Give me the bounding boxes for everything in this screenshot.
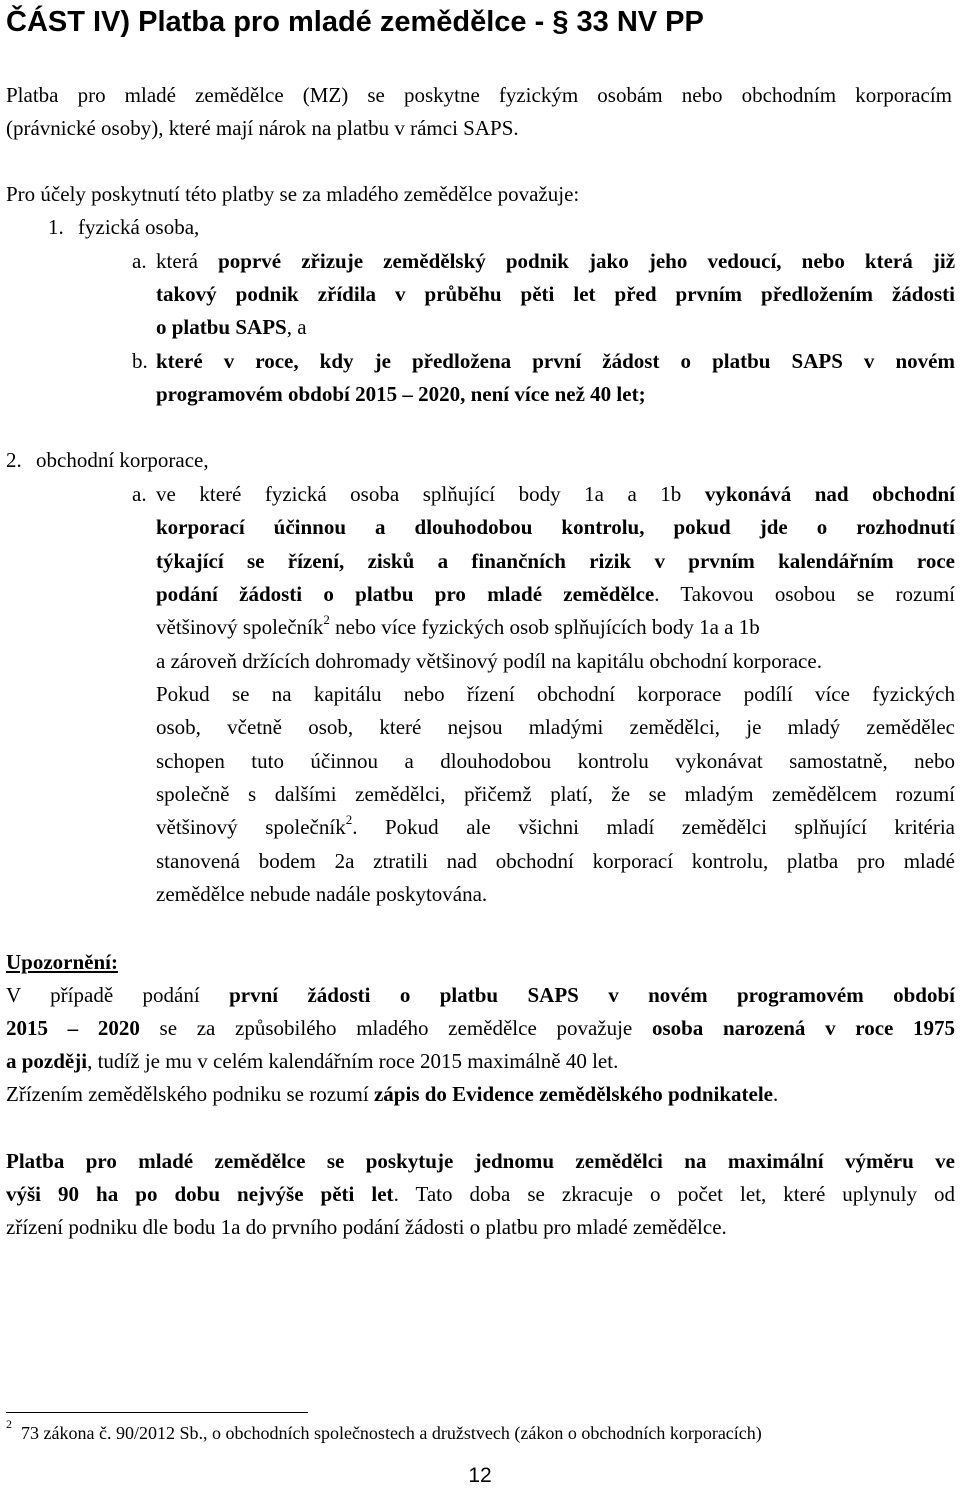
item-2a-line-9: schopen tuto účinnou a dlouhodobou kontrolu vykonávat samostatně, nebo bbox=[156, 749, 955, 773]
item-1b-line-2: programovém období 2015 – 2020, není více než 40 let; bbox=[156, 382, 646, 406]
limit-text: . Tato doba se zkracuje o počet let, které uplynuly od bbox=[393, 1182, 955, 1206]
intro-line-2: (právnické osoby), které mají nárok na platbu v rámci SAPS. bbox=[6, 116, 519, 140]
item-2-text: obchodní korporace, bbox=[36, 448, 209, 472]
warning-birth-year: osoba narozená v roce 1975 bbox=[651, 1016, 956, 1040]
item-2a-bold-1: vykonává nad obchodní bbox=[704, 482, 956, 506]
item-2a-text-3: většinový společník bbox=[156, 615, 324, 639]
warning-period: 2015 – 2020 bbox=[6, 1016, 140, 1040]
item-2a-text-10: většinový společník bbox=[156, 815, 346, 839]
footnote-mark: 2 bbox=[6, 1417, 12, 1431]
item-1a-label: a. bbox=[132, 249, 147, 273]
item-1a-line-2: takový podnik zřídila v průběhu pěti let před prvním předložením žádosti bbox=[156, 282, 955, 306]
item-2a-line-11 bbox=[156, 811, 955, 844]
warning-text-4: Zřízením zemědělského podniku se rozumí bbox=[6, 1082, 369, 1106]
item-2-label: 2. bbox=[6, 448, 22, 472]
item-2a-line-6: a zároveň držících dohromady většinový podíl na kapitálu obchodní korporace. bbox=[156, 649, 822, 673]
item-2a-label: a. bbox=[132, 482, 147, 506]
item-2a-line-4 bbox=[156, 578, 955, 611]
warning-line-3 bbox=[6, 1045, 955, 1078]
item-2a-line-1 bbox=[156, 478, 955, 511]
footnote-law: 73 zákona č. 90/2012 Sb. bbox=[21, 1423, 203, 1443]
footnote-ref-2: 2 bbox=[345, 812, 353, 827]
warning-later: a později bbox=[6, 1049, 88, 1073]
warning-line-2 bbox=[6, 1012, 955, 1045]
warning-bold-1: první žádosti o platbu SAPS v novém programovém období bbox=[229, 983, 955, 1007]
item-1-text: fyzická osoba, bbox=[78, 215, 200, 239]
item-1b-label: b. bbox=[132, 349, 148, 373]
limit-bold: výši 90 ha po dobu nejvýše pěti let bbox=[6, 1182, 394, 1206]
item-1a-line-1 bbox=[156, 245, 955, 278]
item-2a-line-10: společně s dalšími zemědělci, přičemž platí, že se mladým zemědělcem rozumí bbox=[156, 782, 955, 806]
item-1a-text-normal: která bbox=[156, 249, 198, 273]
purpose-sentence: Pro účely poskytnutí této platby se za mladého zemědělce považuje: bbox=[6, 182, 580, 206]
footnote-text: , o obchodních společnostech a družstvech (zákon o obchodních korporacích) bbox=[202, 1423, 762, 1443]
item-1-label: 1. bbox=[48, 215, 64, 239]
warning-heading: Upozornění: bbox=[6, 950, 118, 974]
item-2a-bold-4: podání žádosti o platbu pro mladé zemědělce bbox=[156, 582, 655, 606]
warning-text-1: V případě podání bbox=[6, 983, 200, 1007]
warning-evidence: zápis do Evidence zemědělského podnikatele bbox=[373, 1082, 773, 1106]
item-2a-line-8: osob, včetně osob, které nejsou mladými zemědělci, je mladý zemědělec bbox=[156, 715, 955, 739]
limit-line-1: Platba pro mladé zemědělce se poskytuje jednomu zemědělci na maximální výměru ve bbox=[6, 1149, 955, 1173]
item-1a-line-3 bbox=[156, 311, 955, 344]
limit-line-3: zřízení podniku dle bodu 1a do prvního podání žádosti o platbu pro mladé zemědělce. bbox=[6, 1215, 727, 1239]
item-2a-line-12: stanovená bodem 2a ztratili nad obchodní korporací kontrolu, platba pro mladé bbox=[156, 849, 955, 873]
footnote-separator bbox=[6, 1412, 308, 1413]
item-2a-line-13: zemědělce nebude nadále poskytována. bbox=[156, 882, 488, 906]
item-1b-line-1: které v roce, kdy je předložena první žádost o platbu SAPS v novém bbox=[156, 349, 955, 373]
warning-text-2: se za způsobilého mladého zemědělce považuje bbox=[159, 1016, 633, 1040]
item-1a-end: , a bbox=[286, 315, 307, 339]
footnote bbox=[6, 1417, 762, 1446]
warning-text-3: , tudíž je mu v celém kalendářním roce 2015 maximálně 40 let. bbox=[87, 1049, 619, 1073]
item-2a-text-4: nebo více fyzických osob splňujících body 1a a 1b bbox=[335, 615, 760, 639]
item-2a-text-1: ve které fyzická osoba splňující body 1a a 1b bbox=[156, 482, 682, 506]
footnote-ref-1: 2 bbox=[323, 612, 330, 627]
item-1a-text-bold: poprvé zřizuje zemědělský podnik jako jeho vedoucí, nebo která již bbox=[218, 249, 956, 273]
warning-end: . bbox=[773, 1082, 779, 1106]
item-1a-saps: o platbu SAPS bbox=[156, 315, 287, 339]
intro-line-1: Platba pro mladé zemědělce (MZ) se poskytne fyzickým osobám nebo obchodním korporacím bbox=[6, 83, 952, 107]
item-2a-line-3: týkající se řízení, zisků a finančních rizik v prvním kalendářním roce bbox=[156, 549, 955, 573]
page-number: 12 bbox=[468, 1464, 492, 1487]
item-2a-line-2: korporací účinnou a dlouhodobou kontrolu, pokud jde o rozhodnutí bbox=[156, 515, 955, 539]
warning-line-1 bbox=[6, 979, 955, 1012]
item-2a-line-5 bbox=[156, 611, 955, 644]
limit-line-2 bbox=[6, 1178, 955, 1211]
item-2a-text-2: . Takovou osobou se rozumí bbox=[654, 582, 956, 606]
warning-line-4 bbox=[6, 1078, 955, 1111]
page-title: ČÁST IV) Platba pro mladé zemědělce - § 33 NV PP bbox=[6, 6, 704, 38]
item-2a-line-7: Pokud se na kapitálu nebo řízení obchodní korporace podílí více fyzických bbox=[156, 682, 955, 706]
item-2a-text-11: . Pokud ale všichni mladí zemědělci splňující kritéria bbox=[352, 815, 955, 839]
